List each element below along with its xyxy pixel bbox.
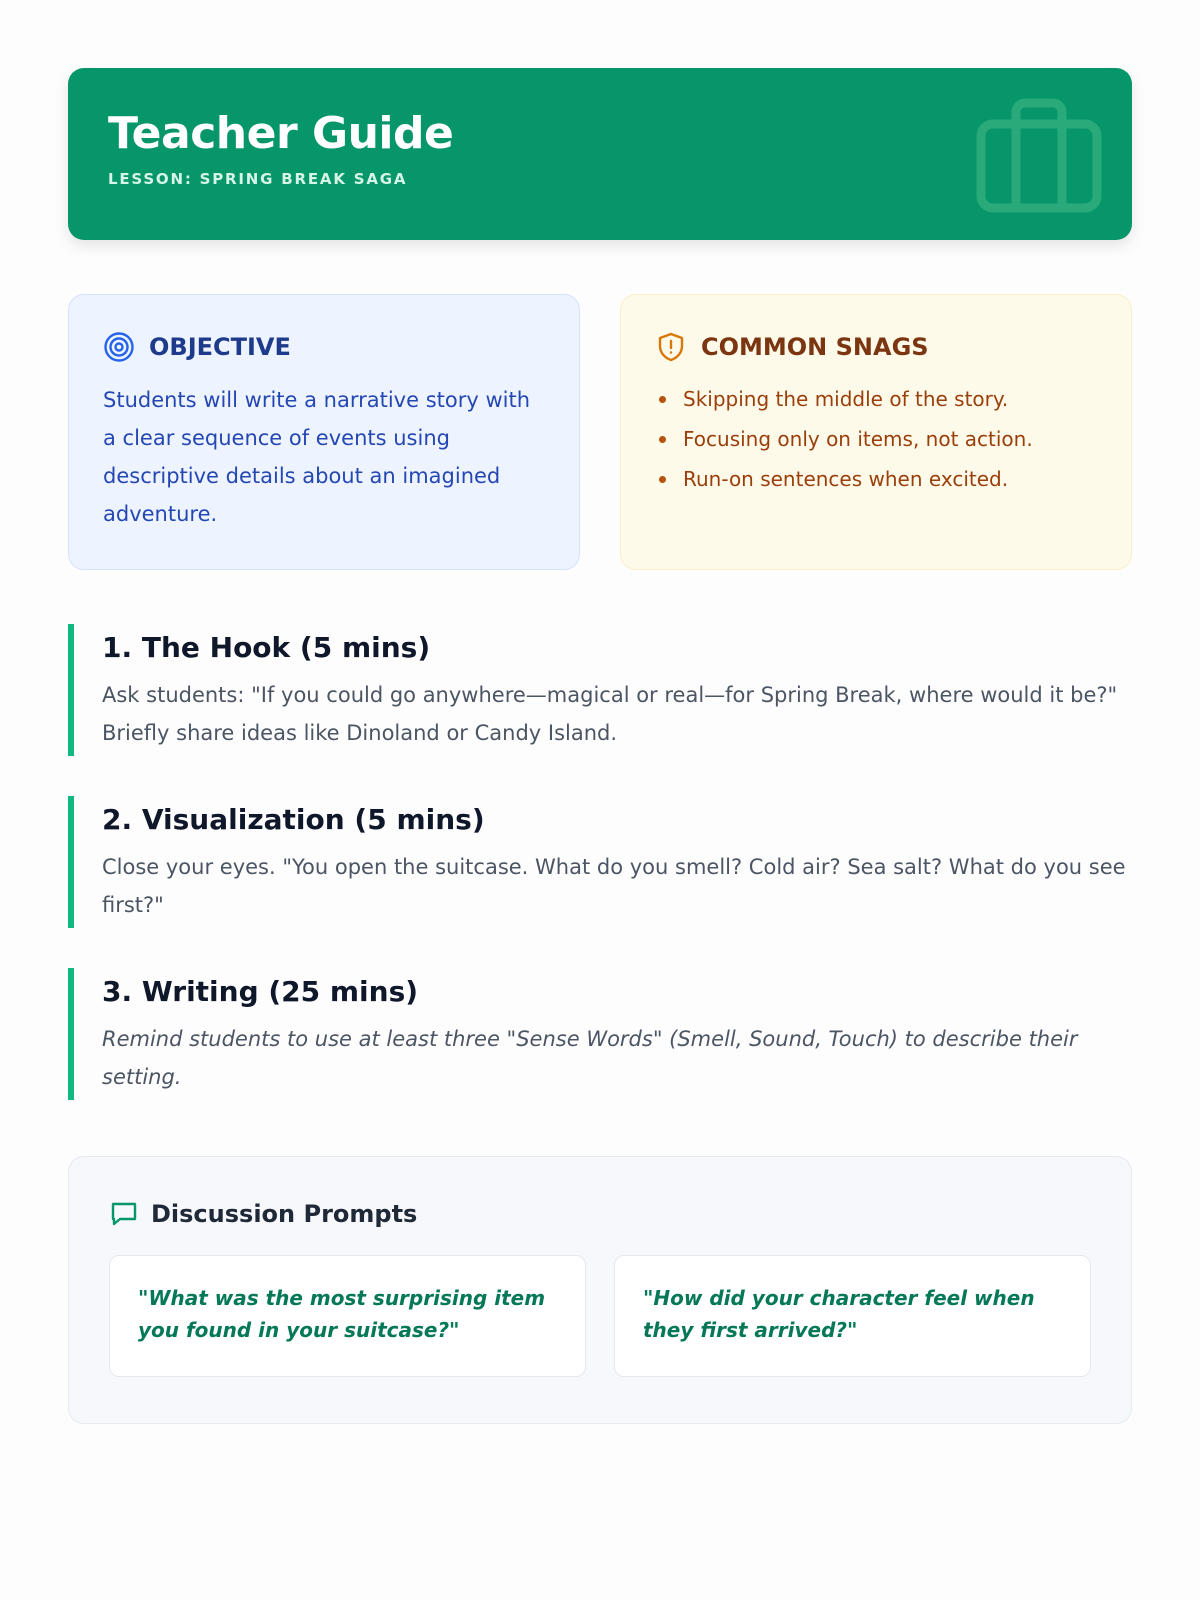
step-title: 3. Writing (25 mins)	[102, 975, 419, 1008]
common-snags-card	[620, 294, 1132, 570]
objective-title: OBJECTIVE	[149, 333, 291, 361]
lesson-steps	[68, 624, 1132, 1100]
step-visualization	[68, 796, 1132, 928]
step-writing	[68, 968, 1132, 1100]
list-item: Run-on sentences when excited.	[655, 459, 1097, 499]
step-text: Close your eyes. "You open the suitcase. What do you smell? Cold air? Sea salt? What do you see first?"	[102, 855, 1126, 917]
page-title: Teacher Guide	[108, 108, 454, 159]
chat-bubble-icon	[109, 1199, 139, 1229]
objective-card	[68, 294, 580, 570]
list-item: Skipping the middle of the story.	[655, 379, 1097, 419]
suitcase-icon	[976, 98, 1102, 214]
shield-alert-icon	[655, 331, 687, 363]
objective-text: Students will write a narrative story with a clear sequence of events using descriptive details about an imagined adventure.	[103, 388, 531, 526]
step-title: 2. Visualization (5 mins)	[102, 803, 485, 836]
list-item: Focusing only on items, not action.	[655, 419, 1097, 459]
snags-list	[655, 379, 1097, 499]
snags-title: COMMON SNAGS	[701, 333, 929, 361]
discussion-panel	[68, 1156, 1132, 1424]
step-text: Remind students to use at least three "Sense Words" (Smell, Sound, Touch) to describe their setting.	[102, 1027, 1078, 1089]
discussion-title: Discussion Prompts	[151, 1200, 418, 1228]
lesson-subtitle: LESSON: SPRING BREAK SAGA	[108, 170, 408, 188]
discussion-prompt-card: "How did your character feel when they first arrived?"	[614, 1255, 1091, 1377]
step-hook	[68, 624, 1132, 756]
target-icon	[103, 331, 135, 363]
step-title: 1. The Hook (5 mins)	[102, 631, 431, 664]
step-text: Ask students: "If you could go anywhere—magical or real—for Spring Break, where would it be?" Briefly share ideas like Dinoland or Candy Island.	[102, 683, 1118, 745]
header-banner	[68, 68, 1132, 240]
discussion-prompt-card: "What was the most surprising item you found in your suitcase?"	[109, 1255, 586, 1377]
